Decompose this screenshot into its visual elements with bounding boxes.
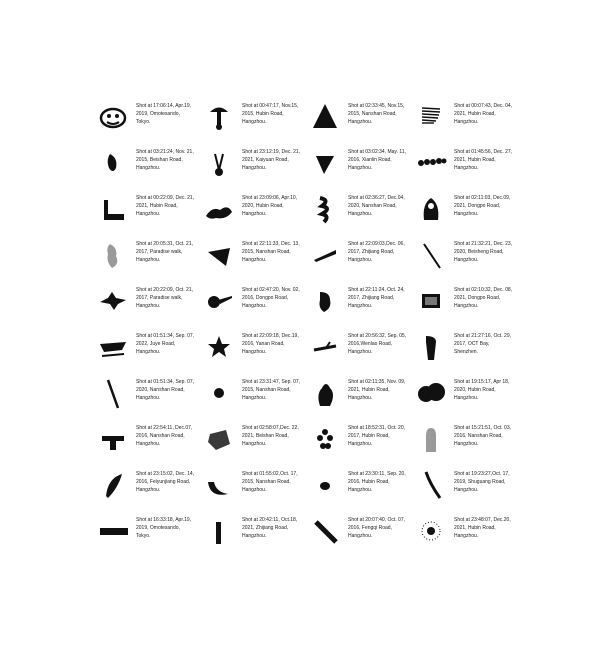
feather-ink-icon: [96, 468, 130, 502]
burst-ink-icon-svg: [414, 514, 448, 548]
shot-item: [198, 510, 304, 556]
shot-caption: Shot at 17:06:14, Apr.19, 2019, Omotesando, Tokyo.: [136, 103, 192, 125]
shot-caption: Shot at 21:27:16, Oct. 29, 2017, OCT Bay, Shenzhen.: [454, 333, 511, 355]
shot-item: [92, 464, 198, 510]
crescent-ink-icon: [202, 468, 236, 502]
beads-ink-icon: [414, 146, 448, 180]
mushroom-ink-icon-svg: [202, 100, 236, 134]
shot-caption: Shot at 03:21:24, Nov. 21, 2015, Beishan Road, Hangzhou.: [136, 149, 194, 171]
twig-ink-icon-svg: [308, 330, 342, 364]
shot-caption: Shot at 18:52:31, Oct. 20, 2017, Hubin Road, Hangzhou.: [348, 425, 405, 447]
hook-ink-icon-svg: [96, 192, 130, 226]
comet-ink-icon-svg: [202, 284, 236, 318]
feather-ink-icon-svg: [96, 468, 130, 502]
shot-item: [92, 280, 198, 326]
hook-ink-icon: [96, 192, 130, 226]
shot-item: [304, 280, 410, 326]
figure-ink-icon-svg: [202, 146, 236, 180]
shot-item: [92, 96, 198, 142]
shrub-ink-icon-svg: [308, 376, 342, 410]
shot-caption: Shot at 22:54:11, Dec.07, 2016, Nanshan Road, Hangzhou.: [136, 425, 193, 447]
shot-item: [198, 142, 304, 188]
shot-caption: Shot at 02:47:20, Nov. 02, 2016, Dongpo Road, Hangzhou.: [242, 287, 300, 309]
shot-item: [198, 188, 304, 234]
triangle-ink-icon-svg: [308, 100, 342, 134]
blob-ink-icon: [308, 284, 342, 318]
shot-item: [304, 418, 410, 464]
wash-ink-icon: [96, 238, 130, 272]
shot-item: [92, 142, 198, 188]
star-ink-icon-svg: [202, 330, 236, 364]
smiley-face-ink-icon-svg: [96, 100, 130, 134]
shot-caption: Shot at 23:09:06, Apr.10, 2020, Hubin Road, Hangzhou.: [242, 195, 298, 217]
blotch-ink-icon-svg: [202, 192, 236, 226]
shot-item: [410, 510, 516, 556]
cross-ink-icon: [96, 422, 130, 456]
shot-item: [198, 234, 304, 280]
dot-ink-icon-svg: [202, 376, 236, 410]
shot-caption: Shot at 22:11:24, Oct. 24, 2017, Zhijiang Road, Hangzhou.: [348, 287, 405, 309]
curve-ink-icon: [414, 468, 448, 502]
shot-item: [410, 418, 516, 464]
wedge-ink-icon: [202, 238, 236, 272]
streak-ink-icon-svg: [308, 238, 342, 272]
log-ink-icon-svg: [96, 514, 130, 548]
stick-ink-icon: [414, 238, 448, 272]
drop-ink-icon-svg: [96, 146, 130, 180]
shot-caption: Shot at 20:56:32, Sep. 05, 2016,Wenlao Road, Hangzhou.: [348, 333, 407, 355]
hooded-ink-icon-svg: [414, 192, 448, 226]
candle-ink-icon-svg: [202, 514, 236, 548]
candle-ink-icon: [202, 514, 236, 548]
shot-caption: Shot at 22:09:03,Dec. 06, 2017, Zhijiang Road, Hangzhou.: [348, 241, 405, 263]
shot-caption: Shot at 02:58:07,Dec. 22, 2021, Beishan Road, Hangzhou.: [242, 425, 299, 447]
blotch-ink-icon: [202, 192, 236, 226]
shot-item: [304, 326, 410, 372]
shot-item: [304, 464, 410, 510]
shot-caption: Shot at 01:55:02,Oct. 17, 2015, Nanshan Road, Hangzhou.: [242, 471, 298, 493]
cross-ink-icon-svg: [96, 422, 130, 456]
wedge-ink-icon-svg: [202, 238, 236, 272]
curve-ink-icon-svg: [414, 468, 448, 502]
squiggle-ink-icon-svg: [308, 192, 342, 226]
shot-item: [410, 188, 516, 234]
shot-caption: Shot at 01:51:34, Sep. 07, 2020, Nanshan Road, Hangzhou.: [136, 379, 195, 401]
shot-item: [304, 234, 410, 280]
flower-ink-icon: [308, 422, 342, 456]
shot-caption: Shot at 01:45:56, Dec. 27, 2021, Hubin Road, Hangzhou.: [454, 149, 513, 171]
drop-ink-icon: [96, 146, 130, 180]
shot-item: [198, 96, 304, 142]
shot-caption: Shot at 03:02:34, May. 11, 2016, Xianlin Road, Hangzhou.: [348, 149, 406, 171]
splat-ink-icon: [96, 284, 130, 318]
comb-ink-icon-svg: [414, 100, 448, 134]
crumple-ink-icon: [202, 422, 236, 456]
splat-ink-icon-svg: [96, 284, 130, 318]
shot-caption: Shot at 01:51:34, Sep. 07, 2022, Juye Road, Hangzhou.: [136, 333, 195, 355]
shot-caption: Shot at 02:36:27, Dec.04, 2020, Nanshan Road, Hangzhou.: [348, 195, 405, 217]
comet-ink-icon: [202, 284, 236, 318]
shot-caption: Shot at 00:22:09, Dec. 21, 2021, Hubin Road, Hangzhou.: [136, 195, 195, 217]
shot-item: [198, 326, 304, 372]
shot-caption: Shot at 22:11:33, Dec. 13, 2015, Nanshan Road, Hangzhou.: [242, 241, 300, 263]
shot-caption: Shot at 23:15:02, Dec. 14, 2016, Feiyunjiang Road, Hangzhou.: [136, 471, 195, 493]
bottle-ink-icon-svg: [414, 330, 448, 364]
star-ink-icon: [202, 330, 236, 364]
arrowhead-ink-icon: [308, 146, 342, 180]
box-ink-icon: [414, 284, 448, 318]
crumple-ink-icon-svg: [202, 422, 236, 456]
flower-ink-icon-svg: [308, 422, 342, 456]
shot-caption: Shot at 19:23:27,Oct. 17, 2019, Shuguang Road, Hangzhou.: [454, 471, 510, 493]
bottle-ink-icon: [414, 330, 448, 364]
shot-item: [198, 464, 304, 510]
shot-item: [92, 234, 198, 280]
blob-ink-icon-svg: [308, 284, 342, 318]
shrub-ink-icon: [308, 376, 342, 410]
figure-ink-icon: [202, 146, 236, 180]
shot-caption: Shot at 23:12:19, Dec. 21, 2021, Kaiyuan Road, Hangzhou.: [242, 149, 301, 171]
comb-ink-icon: [414, 100, 448, 134]
mushroom-ink-icon: [202, 100, 236, 134]
shot-caption: Shot at 02:11:35, Nov. 09, 2021, Hubin Road, Hangzhou.: [348, 379, 406, 401]
shot-item: [410, 326, 516, 372]
plank-ink-icon-svg: [308, 514, 342, 548]
pebble-ink-icon-svg: [308, 468, 342, 502]
shot-caption: Shot at 00:47:17, Nov.15, 2015, Hubin Road, Hangzhou.: [242, 103, 299, 125]
pole-ink-icon: [96, 376, 130, 410]
crescent-ink-icon-svg: [202, 468, 236, 502]
squiggle-ink-icon: [308, 192, 342, 226]
shot-caption: Shot at 20:05:31, Oct. 21, 2017, Paradise walk, Hangzhou.: [136, 241, 193, 263]
shot-item: [92, 418, 198, 464]
hooded-ink-icon: [414, 192, 448, 226]
shot-caption: Shot at 02:33:45, Nov.15, 2015, Nanshan Road, Hangzhou.: [348, 103, 405, 125]
shot-item: [304, 142, 410, 188]
triangle-ink-icon: [308, 100, 342, 134]
twig-ink-icon: [308, 330, 342, 364]
shot-item: [198, 280, 304, 326]
shot-item: [92, 188, 198, 234]
shot-item: [410, 96, 516, 142]
boat-ink-icon: [96, 330, 130, 364]
shot-caption: Shot at 21:32:21, Dec. 23, 2020, Beisheng Road, Hangzhou.: [454, 241, 513, 263]
shot-caption: Shot at 15:21:51, Oct. 03, 2016, Nanshan Road, Hangzhou.: [454, 425, 511, 447]
shot-caption: Shot at 23:31:47, Sep. 07, 2015, Nanshan Road, Hangzhou.: [242, 379, 301, 401]
statue-ink-icon-svg: [414, 422, 448, 456]
shot-item: [198, 418, 304, 464]
shot-item: [198, 372, 304, 418]
shot-item: [410, 280, 516, 326]
shot-caption: Shot at 20:07:40, Oct. 07, 2016, Fengqi Road, Hangzhou.: [348, 517, 405, 539]
shot-caption: Shot at 22:09:18, Dec.19, 2016, Yanan Road, Hangzhou.: [242, 333, 299, 355]
pebble-ink-icon: [308, 468, 342, 502]
shot-item: [304, 372, 410, 418]
cloud-ink-icon: [414, 376, 448, 410]
shot-caption: Shot at 23:30:11, Sep. 20, 2016, Hubin Road, Hangzhou.: [348, 471, 406, 493]
pole-ink-icon-svg: [96, 376, 130, 410]
streak-ink-icon: [308, 238, 342, 272]
shot-caption: Shot at 19:15:17, Apr 18, 2020, Hubin Road, Hangzhou.: [454, 379, 510, 401]
burst-ink-icon: [414, 514, 448, 548]
arrowhead-ink-icon-svg: [308, 146, 342, 180]
plank-ink-icon: [308, 514, 342, 548]
shot-item: [410, 142, 516, 188]
shot-item: [92, 326, 198, 372]
shot-item: [410, 234, 516, 280]
log-ink-icon: [96, 514, 130, 548]
shot-caption: Shot at 02:11:03, Dec.09, 2021, Dongpo Road, Hangzhou.: [454, 195, 511, 217]
shot-caption: Shot at 20:42:11, Oct.18, 2021, Zhijiang Road, Hangzhou.: [242, 517, 298, 539]
shot-item: [410, 372, 516, 418]
shot-caption: Shot at 23:48:07, Dec.20, 2021, Hubin Road, Hangzhou.: [454, 517, 511, 539]
shot-item: [304, 510, 410, 556]
smiley-face-ink-icon: [96, 100, 130, 134]
shot-caption: Shot at 02:10:32, Dec. 08, 2021, Dongpo Road, Hangzhou.: [454, 287, 513, 309]
shot-item: [410, 464, 516, 510]
shot-caption: Shot at 20:22:09, Oct. 21, 2017, Paradise walk, Hangzhou.: [136, 287, 193, 309]
shot-item: [304, 96, 410, 142]
shot-item: [92, 372, 198, 418]
shot-caption: Shot at 16:33:18, Apr.19, 2019, Omotesando, Tokyo.: [136, 517, 192, 539]
dot-ink-icon: [202, 376, 236, 410]
stick-ink-icon-svg: [414, 238, 448, 272]
box-ink-icon-svg: [414, 284, 448, 318]
shot-item: [304, 188, 410, 234]
wash-ink-icon-svg: [96, 238, 130, 272]
shot-caption: Shot at 00:07:43, Dec. 04, 2021, Hubin Road, Hangzhou.: [454, 103, 513, 125]
statue-ink-icon: [414, 422, 448, 456]
cloud-ink-icon-svg: [414, 376, 448, 410]
beads-ink-icon-svg: [414, 146, 448, 180]
boat-ink-icon-svg: [96, 330, 130, 364]
shot-item: [92, 510, 198, 556]
shot-grid: [92, 96, 512, 556]
